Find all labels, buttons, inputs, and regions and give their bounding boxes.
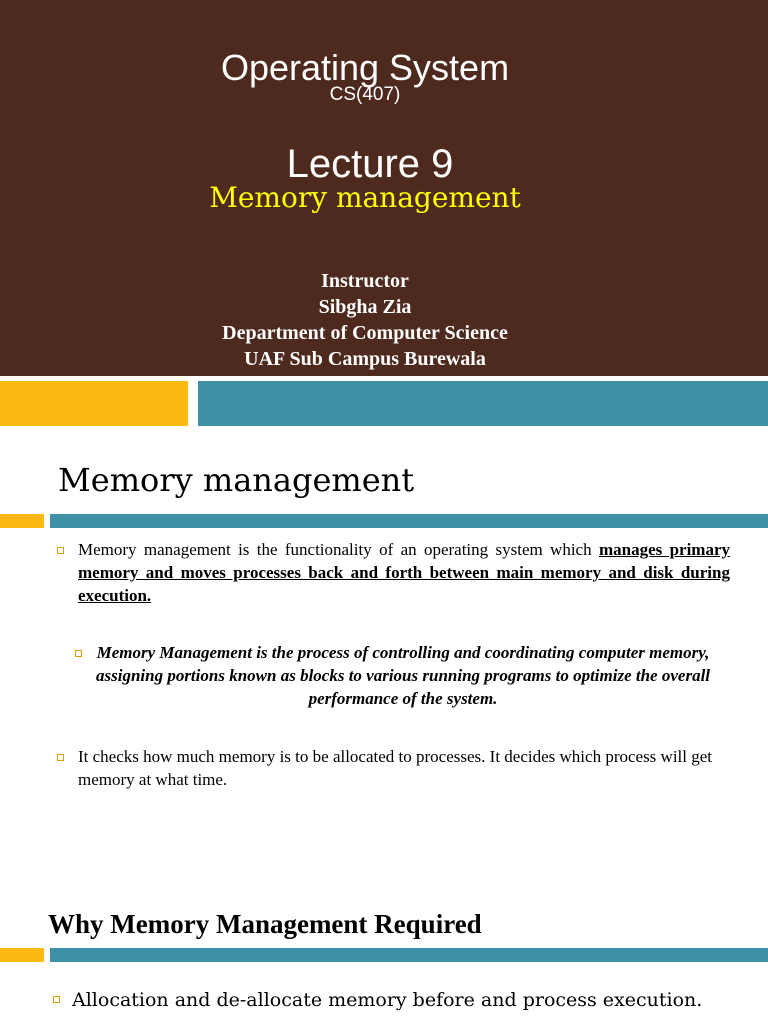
accent-bar-yellow	[0, 514, 44, 528]
bullet-text: Memory management is the functionality of an operating system which	[78, 540, 599, 559]
accent-bar-teal	[198, 381, 768, 426]
instructor-name: Sibgha Zia	[318, 296, 412, 318]
instructor-label: Instructor	[321, 270, 409, 292]
slide-title-memory-management: Memory management	[58, 461, 415, 499]
presentation-title: Operating System	[220, 47, 510, 88]
course-code: CS(407)	[329, 84, 401, 105]
bullet-definition	[78, 538, 730, 607]
bullet-square-icon	[57, 547, 64, 554]
slide-title-why-required: Why Memory Management Required	[48, 909, 482, 939]
bullet-allocation-deallocation: Allocation and de-allocate memory before and process execution.	[72, 989, 703, 1011]
title-slide	[0, 0, 768, 428]
bullet-square-icon	[75, 650, 82, 657]
bullet-emphasis: manages primary memory and moves processes back and forth between main memory and disk during execution.	[78, 540, 730, 605]
accent-bar-yellow	[0, 948, 44, 962]
bullet-square-icon	[57, 754, 64, 761]
accent-bar-teal	[50, 514, 768, 528]
bullet-allocation: It checks how much memory is to be allocated to processes. It decides which process will get memory at what time.	[78, 747, 713, 789]
bullet-square-icon	[53, 996, 60, 1003]
lecture-subtitle: Memory management	[209, 181, 521, 214]
accent-bar-yellow	[0, 381, 188, 426]
bullet-process-description: Memory Management is the process of controlling and coordinating computer memory, assigning portions known as blocks to various running programs to optimize the overall performance of the system.	[95, 643, 711, 708]
lecture-number: Lecture 9	[286, 142, 454, 186]
campus: UAF Sub Campus Burewala	[244, 348, 486, 370]
instructor-block	[0, 268, 730, 372]
department: Department of Computer Science	[222, 322, 508, 344]
accent-bar-teal	[50, 948, 768, 962]
title-background	[0, 0, 768, 376]
